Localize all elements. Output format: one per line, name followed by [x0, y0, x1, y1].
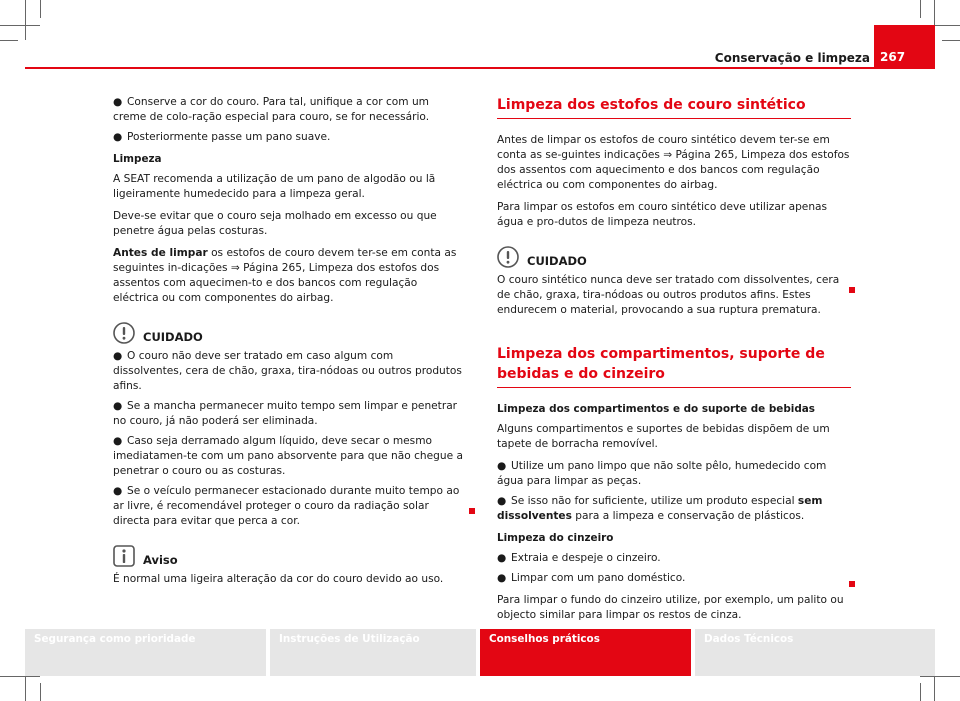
footer-nav: [25, 629, 935, 676]
paragraph: Antes de limpar os estofos de couro devem ter-se em conta as seguintes in-dicações ⇒ Página 265, Limpeza dos estofos dos assentos com aquecimen-to e dos bancos com regulação eléctrica ou com componentes do airbag.: [113, 247, 457, 304]
footer-tab-seguranca[interactable]: Segurança como prioridade: [25, 629, 266, 676]
paragraph: Deve-se evitar que o couro seja molhado em excesso ou que penetre água pelas costuras.: [113, 210, 437, 237]
crop-mark: [40, 0, 41, 18]
section-heading: [497, 95, 851, 119]
bullet-icon: ●: [497, 552, 507, 564]
crop-mark: [920, 0, 921, 18]
subheading: Limpeza do cinzeiro: [497, 532, 614, 544]
page-number-box: [874, 25, 935, 69]
bullet-icon: ●: [497, 495, 507, 507]
subheading: Limpeza dos compartimentos e do suporte de bebidas: [497, 403, 815, 415]
crop-mark: [920, 683, 921, 701]
footer-tab-instrucoes[interactable]: Instruções de Utilização: [270, 629, 476, 676]
bullet-icon: ●: [113, 485, 123, 497]
caution-label: CUIDADO: [143, 330, 203, 344]
section-end-mark: [849, 287, 855, 293]
paragraph: Para limpar os estofos em couro sintético deve utilizar apenas água e pro-dutos de limpeza neutros.: [497, 201, 828, 228]
section-rule: [497, 118, 851, 119]
section-title-compartimentos: Limpeza dos compartimentos, suporte de bebidas e do cinzeiro: [497, 346, 825, 382]
section-end-mark: [469, 508, 475, 514]
section-end-mark: [849, 581, 855, 587]
section-rule: [497, 387, 851, 388]
footer-tab-conselhos[interactable]: Conselhos práticos: [480, 629, 691, 676]
bullet-icon: ●: [113, 435, 123, 447]
list-item: ● Limpar com um pano doméstico.: [497, 572, 686, 584]
crop-mark: [942, 40, 960, 41]
crop-mark: [0, 40, 18, 41]
info-notice: [113, 545, 465, 567]
subheading-limpeza: Limpeza: [113, 153, 162, 165]
paragraph: O couro sintético nunca deve ser tratado com dissolventes, cera de chão, graxa, tira-nódoas ou outros produtos afins. Estes endurecem o material, provocando a sua ruptura prematura.: [497, 274, 840, 316]
bullet-icon: ●: [113, 400, 123, 412]
info-icon: [113, 545, 135, 567]
warning-icon: [113, 322, 135, 344]
list-item: ● Se o veículo permanecer estacionado durante muito tempo ao ar livre, é recomendável proteger o couro da radiação solar directa para evitar que perca a cor.: [113, 485, 460, 527]
crop-mark: [0, 25, 40, 26]
paragraph: Alguns compartimentos e suportes de bebidas dispõem de um tapete de borracha removível.: [497, 423, 830, 450]
list-item: ● O couro não deve ser tratado em caso algum com dissolventes, cera de chão, graxa, tira-nódoas ou outros produtos afins.: [113, 350, 462, 392]
bullet-icon: ●: [113, 131, 123, 143]
bullet-icon: ●: [497, 572, 507, 584]
caution-notice: [113, 322, 465, 344]
bullet-icon: ●: [113, 350, 123, 362]
caution-label: CUIDADO: [527, 254, 587, 268]
header-rule: [25, 67, 935, 69]
warning-icon: [497, 246, 519, 268]
paragraph: É normal uma ligeira alteração da cor do couro devido ao uso.: [113, 573, 444, 585]
list-item: ● Utilize um pano limpo que não solte pêlo, humedecido com água para limpar as peças.: [497, 460, 827, 487]
list-item: ● Caso seja derramado algum líquido, deve secar o mesmo imediatamen-te com um pano absorvente para que não chegue a penetrar o couro ou as costuras.: [113, 435, 463, 477]
crop-mark: [0, 676, 40, 677]
section-title-couro-sintetico: Limpeza dos estofos de couro sintético: [497, 97, 806, 113]
list-item: ● Extraia e despeje o cinzeiro.: [497, 552, 661, 564]
crop-mark: [25, 0, 26, 40]
paragraph: Para limpar o fundo do cinzeiro utilize, por exemplo, um palito ou objecto similar para limpar os restos de cinza.: [497, 594, 844, 621]
list-item: ● Se a mancha permanecer muito tempo sem limpar e penetrar no couro, já não poderá ser eliminada.: [113, 400, 458, 427]
paragraph: Antes de limpar os estofos de couro sintético devem ter-se em conta as se-guintes indicações ⇒ Página 265, Limpeza dos estofos dos assentos com aquecimento e dos bancos com regulação eléctrica ou com componentes do airbag.: [497, 134, 850, 191]
section-heading: [497, 344, 851, 388]
list-item: ● Se isso não for suficiente, utilize um produto especial sem dissolventes para a limpeza e conservação de plásticos.: [497, 495, 823, 522]
aviso-label: Aviso: [143, 553, 178, 567]
crop-mark: [40, 683, 41, 701]
page-header-title: Conservação e limpeza: [714, 51, 870, 65]
bullet-icon: ●: [113, 96, 123, 108]
bullet-icon: ●: [497, 460, 507, 472]
paragraph: A SEAT recomenda a utilização de um pano de algodão ou lã ligeiramente humedecido para a limpeza geral.: [113, 173, 436, 200]
right-column: [497, 95, 851, 623]
inline-bold: Antes de limpar: [113, 247, 208, 259]
list-item: ● Posteriormente passe um pano suave.: [113, 131, 331, 143]
page-number: 267: [880, 50, 906, 64]
list-item: ● Conserve a cor do couro. Para tal, unifique a cor com um creme de colo-ração especial para couro, se for necessário.: [113, 96, 430, 123]
inline-bold: sem dissolventes: [497, 495, 823, 522]
left-column: [113, 95, 465, 587]
caution-notice: [497, 246, 851, 268]
crop-mark: [920, 676, 960, 677]
footer-tab-dados[interactable]: Dados Técnicos: [695, 629, 935, 676]
